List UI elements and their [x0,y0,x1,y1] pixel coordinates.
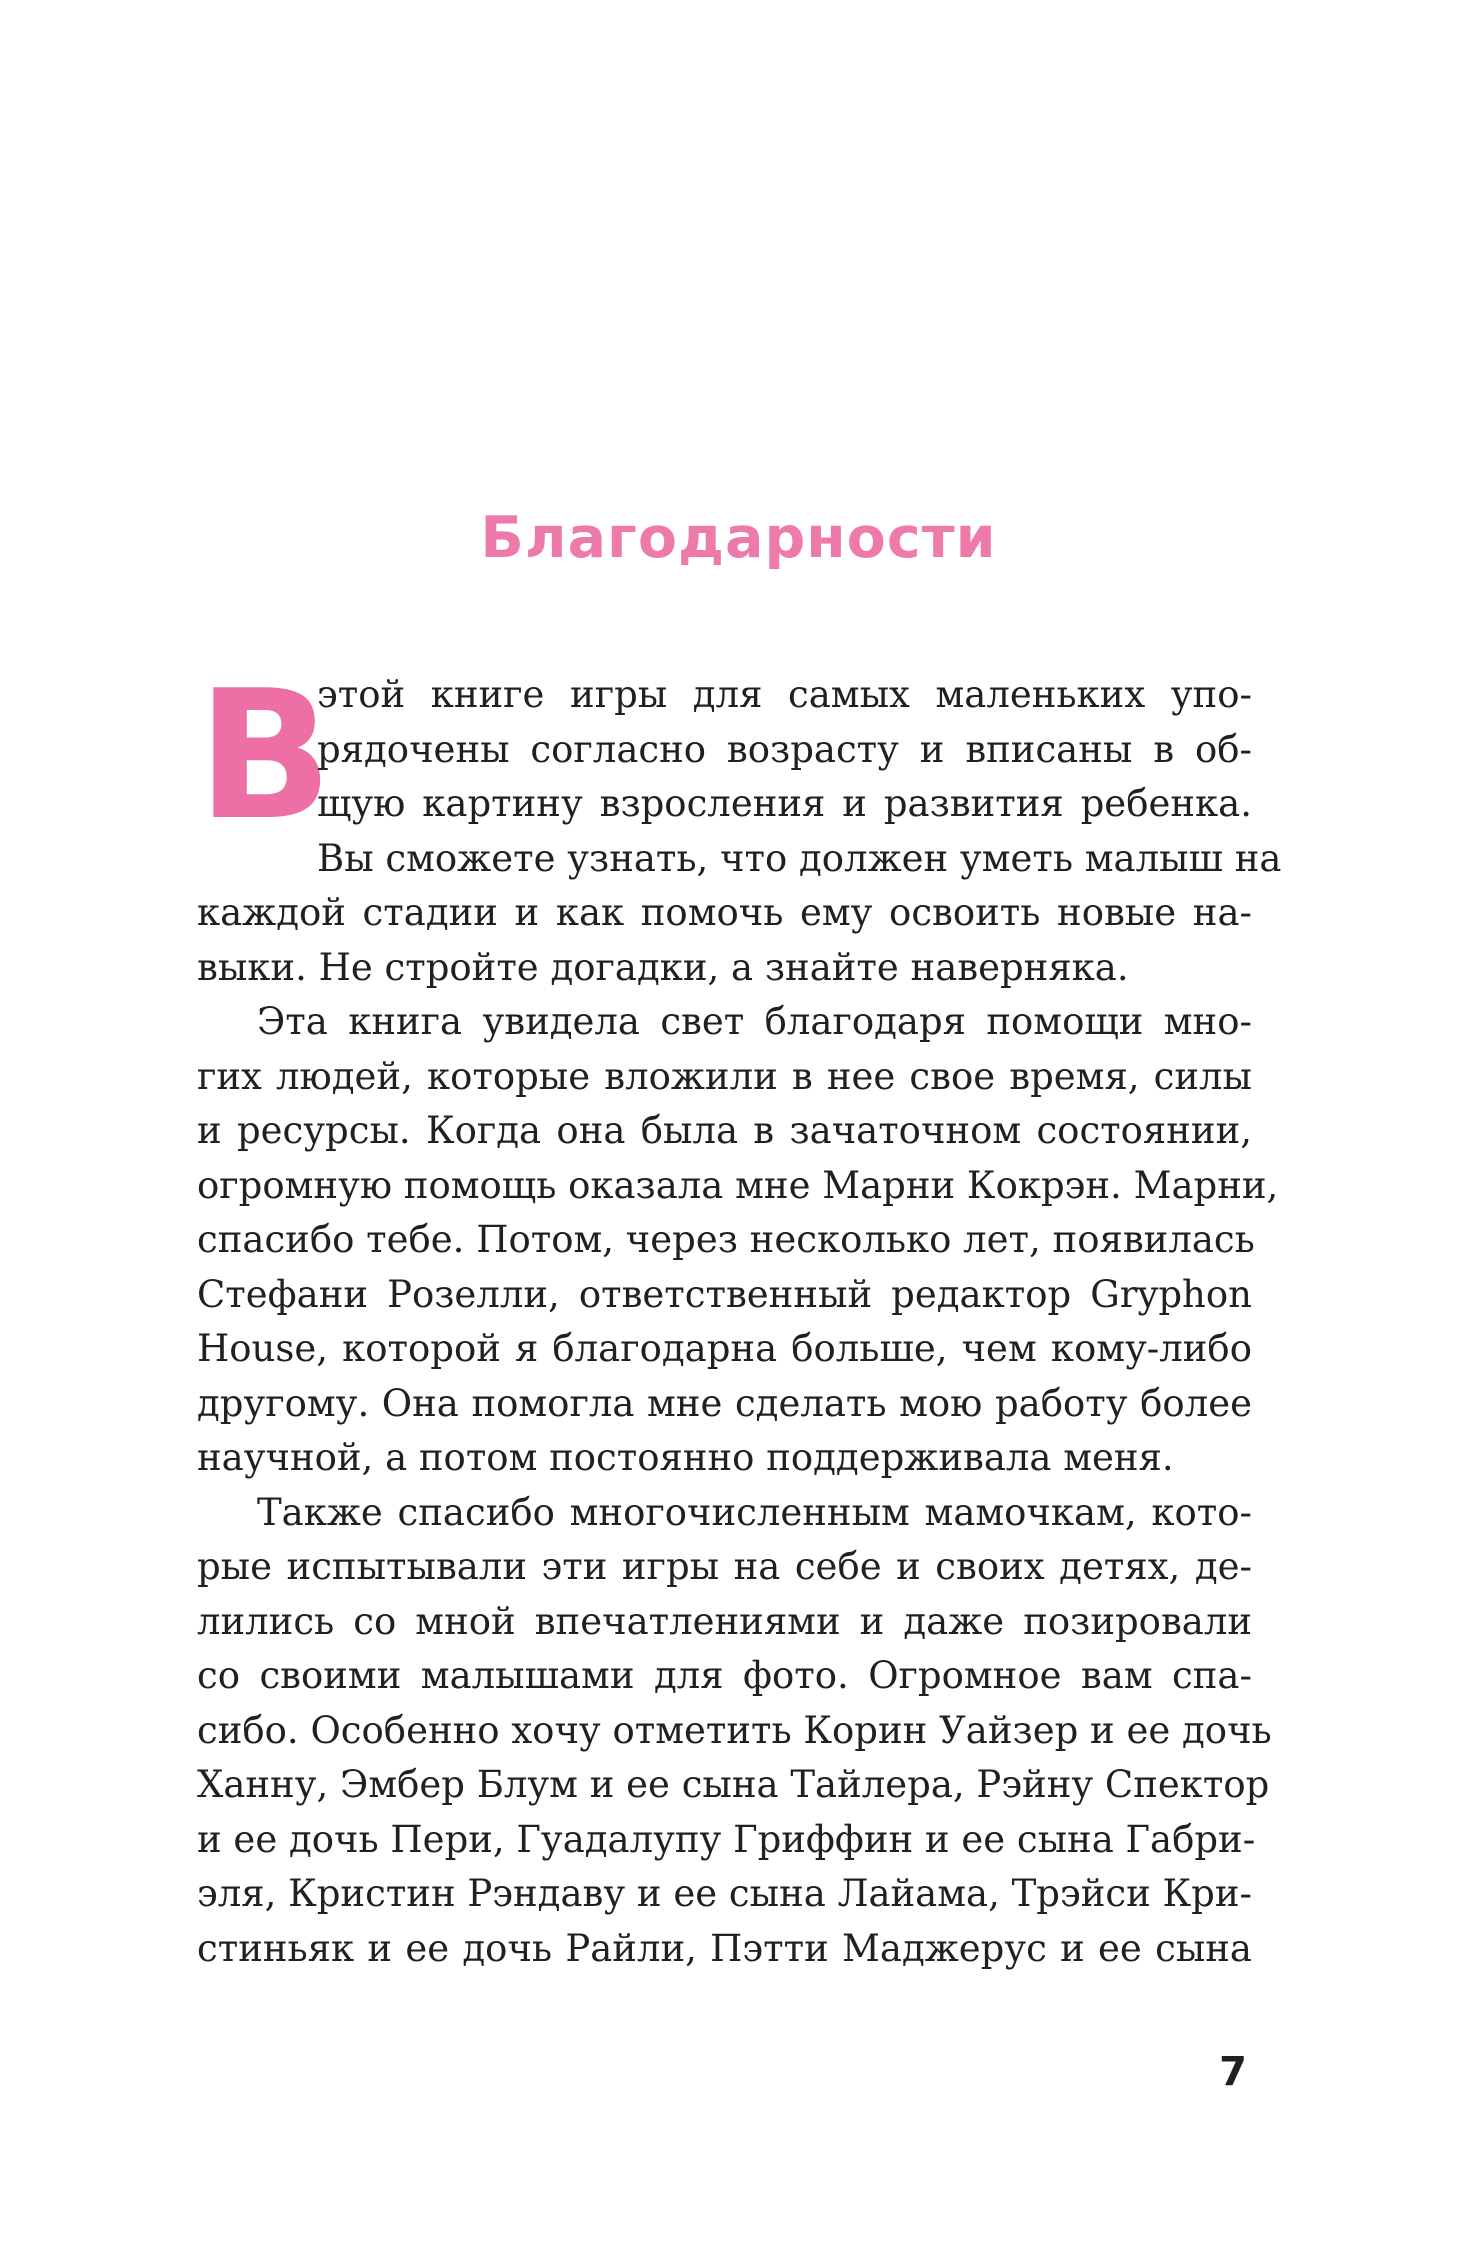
text-line: спасибо тебе. Потом, через несколько лет, появилась [197,1218,1255,1261]
text-line: Ханну, Эмбер Блум и ее сына Тайлера, Рэйну Спектор [197,1763,1270,1806]
text-line: Также спасибо многочисленным мамочкам, кото- [257,1490,1252,1534]
paragraph-3 [197,1486,1272,1977]
paragraph-1 [197,652,1282,995]
text-line: и ее дочь Пери, Гуадалупу Гриффин и ее сына Габри- [197,1817,1256,1861]
text-line: щую картину взросления и развития ребенка. [317,782,1252,825]
text-line: выки. Не стройте догадки, а знайте наверняка. [197,945,1129,989]
text-line: эля, Кристин Рэндаву и ее сына Лайама, Трэйси Кри- [197,1872,1252,1915]
drop-cap: В [197,652,333,859]
text-line: огромную помощь оказала мне Марни Кокрэн. Марни, [197,1163,1279,1207]
text-line: Стефани Розелли, ответственный редактор Gryphon [197,1272,1252,1316]
text-line: гих людей, которые вложили в нее свое время, силы [197,1054,1252,1098]
text-line: и ресурсы. Когда она была в зачаточном состоянии, [197,1109,1252,1152]
text-line: каждой стадии и как помочь ему освоить новые на- [197,891,1252,934]
text-line: стиньяк и ее дочь Райли, Пэтти Маджерус и ее сына [197,1926,1252,1970]
text-line: сибо. Особенно хочу отметить Корин Уайзер и ее дочь [197,1708,1272,1752]
text-line: рядочены согласно возрасту и вписаны в об- [317,727,1252,771]
text-line: рые испытывали эти игры на себе и своих детях, де- [197,1545,1252,1588]
text-line: этой книге игры для самых маленьких упо- [317,673,1252,716]
paragraph-2 [197,995,1279,1486]
text-line: House, которой я благодарна больше, чем кому-либо [197,1327,1252,1370]
text-line: Вы сможете узнать, что должен уметь малыш на [317,836,1282,880]
page-title: Благодарности [480,505,997,571]
text-line: научной, а потом постоянно поддерживала меня. [197,1436,1174,1479]
page-number: 7 [1219,2049,1247,2095]
text-line: другому. Она помогла мне сделать мою работу более [197,1381,1252,1425]
body-text [197,652,1282,1976]
text-line: со своими малышами для фото. Огромное вам спа- [197,1654,1252,1697]
text-line: лились со мной впечатлениями и даже позировали [197,1599,1252,1643]
text-line: Эта книга увидела свет благодаря помощи мно- [257,1000,1252,1043]
